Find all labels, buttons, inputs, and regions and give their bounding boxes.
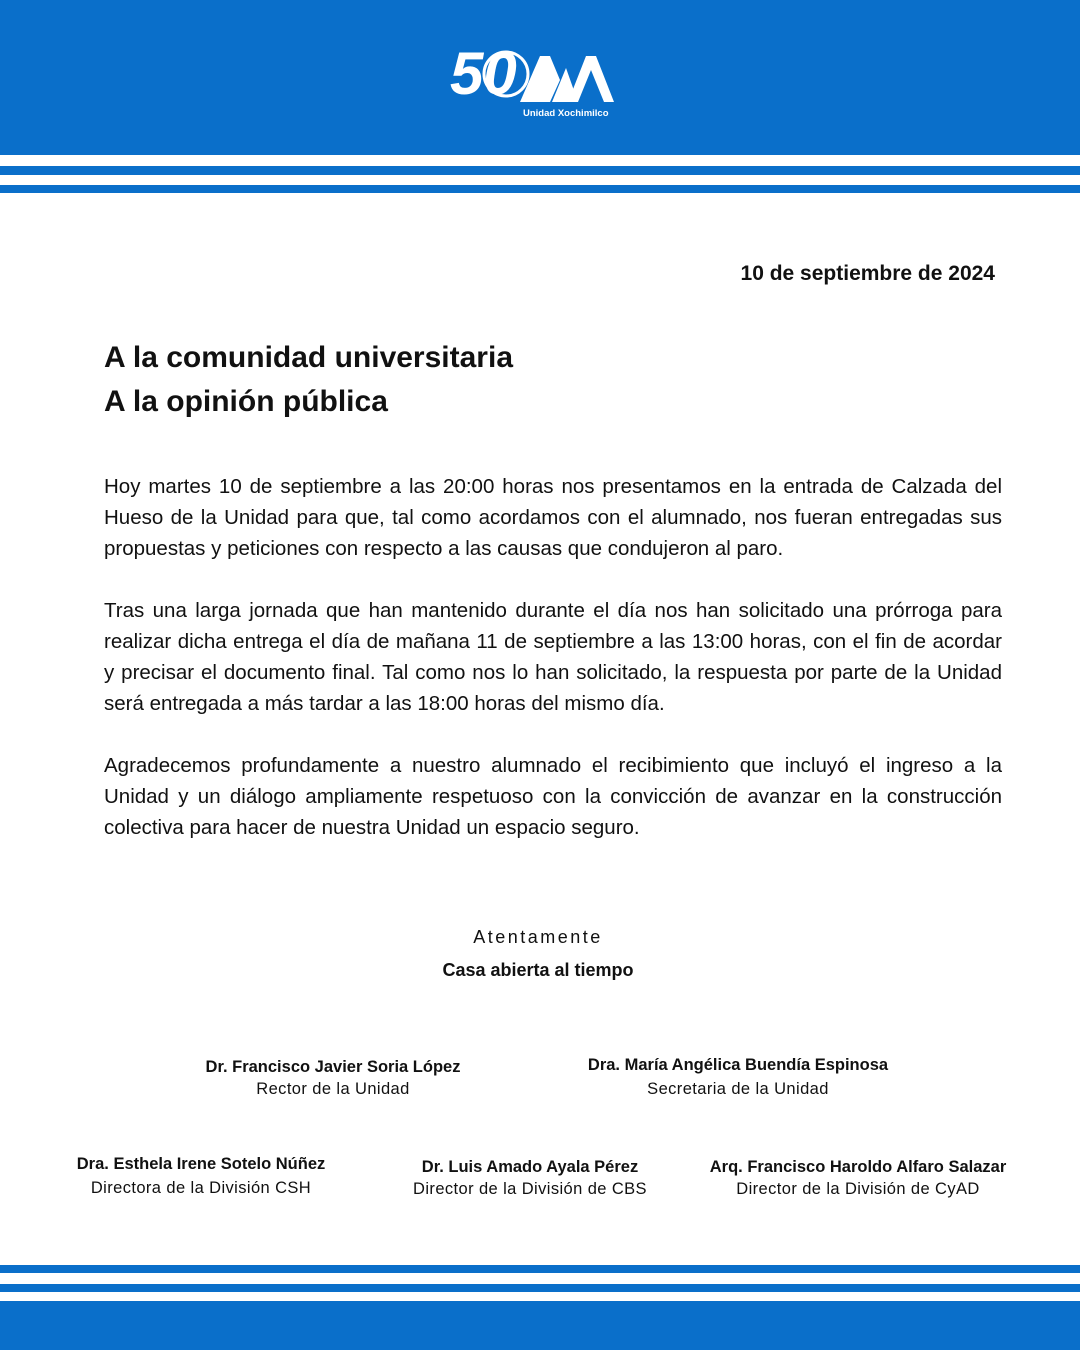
- university-logo: [448, 38, 628, 120]
- signatory-name: Dr. Francisco Javier Soria López: [205, 1058, 461, 1076]
- salutation-line-2: A la opinión pública: [104, 385, 388, 418]
- signatory: [588, 1054, 888, 1100]
- document-date: 10 de septiembre de 2024: [740, 262, 995, 285]
- salutation: [104, 336, 513, 424]
- logo-number: 50: [450, 40, 517, 107]
- closing-motto: Casa abierta al tiempo: [442, 960, 634, 980]
- signatory-name: Dra. Esthela Irene Sotelo Núñez: [76, 1155, 326, 1173]
- signatory: [710, 1156, 1006, 1200]
- paragraph: Hoy martes 10 de septiembre a las 20:00 horas nos presentamos en la entrada de Calzada del Hueso de la Unidad para que, tal como acordamos con el alumnado, nos fueran entregadas sus propuestas y peticiones con respecto a las causas que condujeron al paro.: [104, 475, 1002, 560]
- header-stripe: [0, 166, 1080, 175]
- signatory-role: Director de la División de CyAD: [736, 1180, 980, 1198]
- signatory-name: Dr. Luis Amado Ayala Pérez: [421, 1158, 639, 1176]
- signatory-role: Rector de la Unidad: [256, 1080, 410, 1098]
- signatory-role: Director de la División de CBS: [413, 1180, 647, 1198]
- signatory-name: Arq. Francisco Haroldo Alfaro Salazar: [709, 1158, 1007, 1176]
- paragraph: Agradecemos profundamente a nuestro alumnado el recibimiento que incluyó el ingreso a la Unidad y un diálogo ampliamente respetuoso con la convicción de avanzar en la construcción colectiva para hacer de nuestra Unidad un espacio seguro.: [104, 754, 1002, 839]
- logo-subtitle: Unidad Xochimilco: [523, 108, 609, 119]
- salutation-line-1: A la comunidad universitaria: [104, 341, 513, 374]
- footer-stripe: [0, 1265, 1080, 1273]
- signatory: [77, 1153, 325, 1199]
- signatory: [206, 1056, 461, 1100]
- signatory-role: Secretaria de la Unidad: [647, 1080, 829, 1098]
- footer-band: [0, 1301, 1080, 1350]
- closing-regards: Atentamente: [473, 927, 603, 947]
- signatory-role: Directora de la División CSH: [90, 1179, 312, 1197]
- signatory-name: Dra. María Angélica Buendía Espinosa: [587, 1056, 889, 1074]
- header-stripe: [0, 185, 1080, 193]
- paragraph: Tras una larga jornada que han mantenido durante el día nos han solicitado una prórroga para realizar dicha entrega el día de mañana 11 de septiembre a las 13:00 horas, con el fin de acordar y precisar el documento final. Tal como nos lo han solicitado, la respuesta por parte de la Unidad será entregada a más tardar a las 18:00 horas del mismo día.: [104, 599, 1002, 715]
- letter-body: [104, 471, 1002, 874]
- signatory: [413, 1156, 647, 1200]
- footer-stripe: [0, 1284, 1080, 1292]
